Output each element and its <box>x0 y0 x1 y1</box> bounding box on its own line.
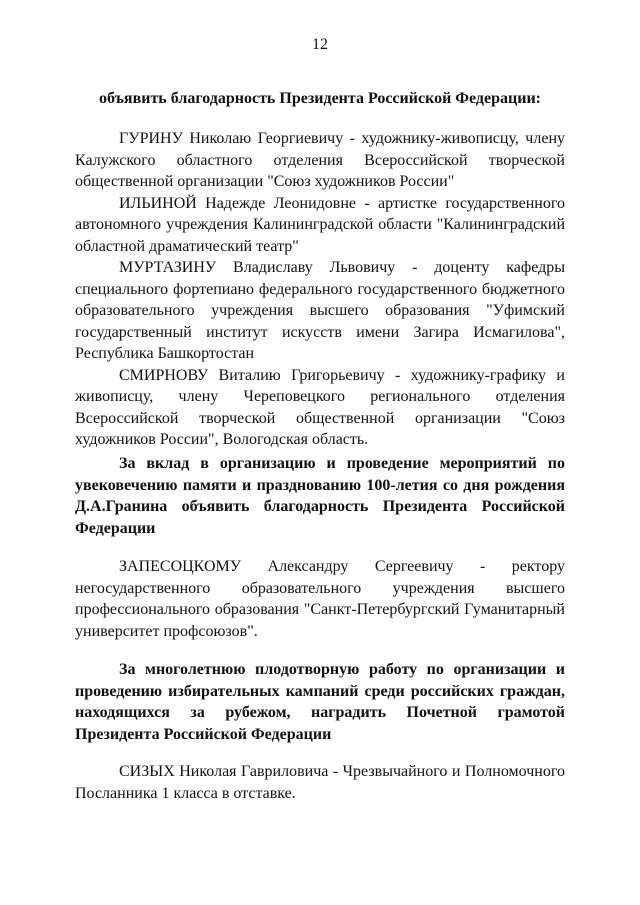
section-2-list <box>75 556 565 642</box>
award-entry-zapesotsky: ЗАПЕСОЦКОМУ Александру Сергеевичу - ректору негосударственного образовательного учреждения высшего профессионального образования "Санкт-Петербургский Гуманитарный университет профсоюзов". <box>75 558 565 640</box>
page-number: 12 <box>312 36 328 53</box>
award-entry-gurin: ГУРИНУ Николаю Георгиевичу - художнику-живописцу, члену Калужского областного отделения Всероссийской творческой общественной организации "Союз художников России" <box>75 130 565 190</box>
section-1-heading: объявить благодарность Президента Российской Федерации: <box>99 90 541 107</box>
section-3-list <box>75 761 565 804</box>
section-2-heading: За вклад в организацию и проведение мероприятий по увековечению памяти и празднованию 100-летия со дня рождения Д.А.Гранина объявить благодарность Президента Российской Федерации <box>75 455 565 537</box>
award-entry-smirnov: СМИРНОВУ Виталию Григорьевичу - художнику-графику и живописцу, члену Череповецкого регионального отделения Всероссийской творческой общественной организации "Союз художников России", Вологодская область. <box>75 366 565 448</box>
award-entry-murtazin: МУРТАЗИНУ Владиславу Львовичу - доценту кафедры специального фортепиано федерального государственного бюджетного образовательного учреждения высшего образования "Уфимский государственный институт искусств имени Загира Исмагилова", Республика Башкортостан <box>75 259 565 362</box>
section-3-heading: За многолетнюю плодотворную работу по организации и проведению избирательных кампаний среди российских граждан, находящихся за рубежом, наградить Почетной грамотой Президента Российской Федерации <box>75 661 565 743</box>
award-entry-ilyina: ИЛЬИНОЙ Надежде Леонидовне - артистке государственного автономного учреждения Калининградской области "Калининградский областной драматический театр" <box>75 194 565 255</box>
award-entry-sizykh: СИЗЫХ Николая Гавриловича - Чрезвычайного и Полномочного Посланника 1 класса в отставке. <box>75 763 565 802</box>
section-1-list <box>75 128 565 451</box>
